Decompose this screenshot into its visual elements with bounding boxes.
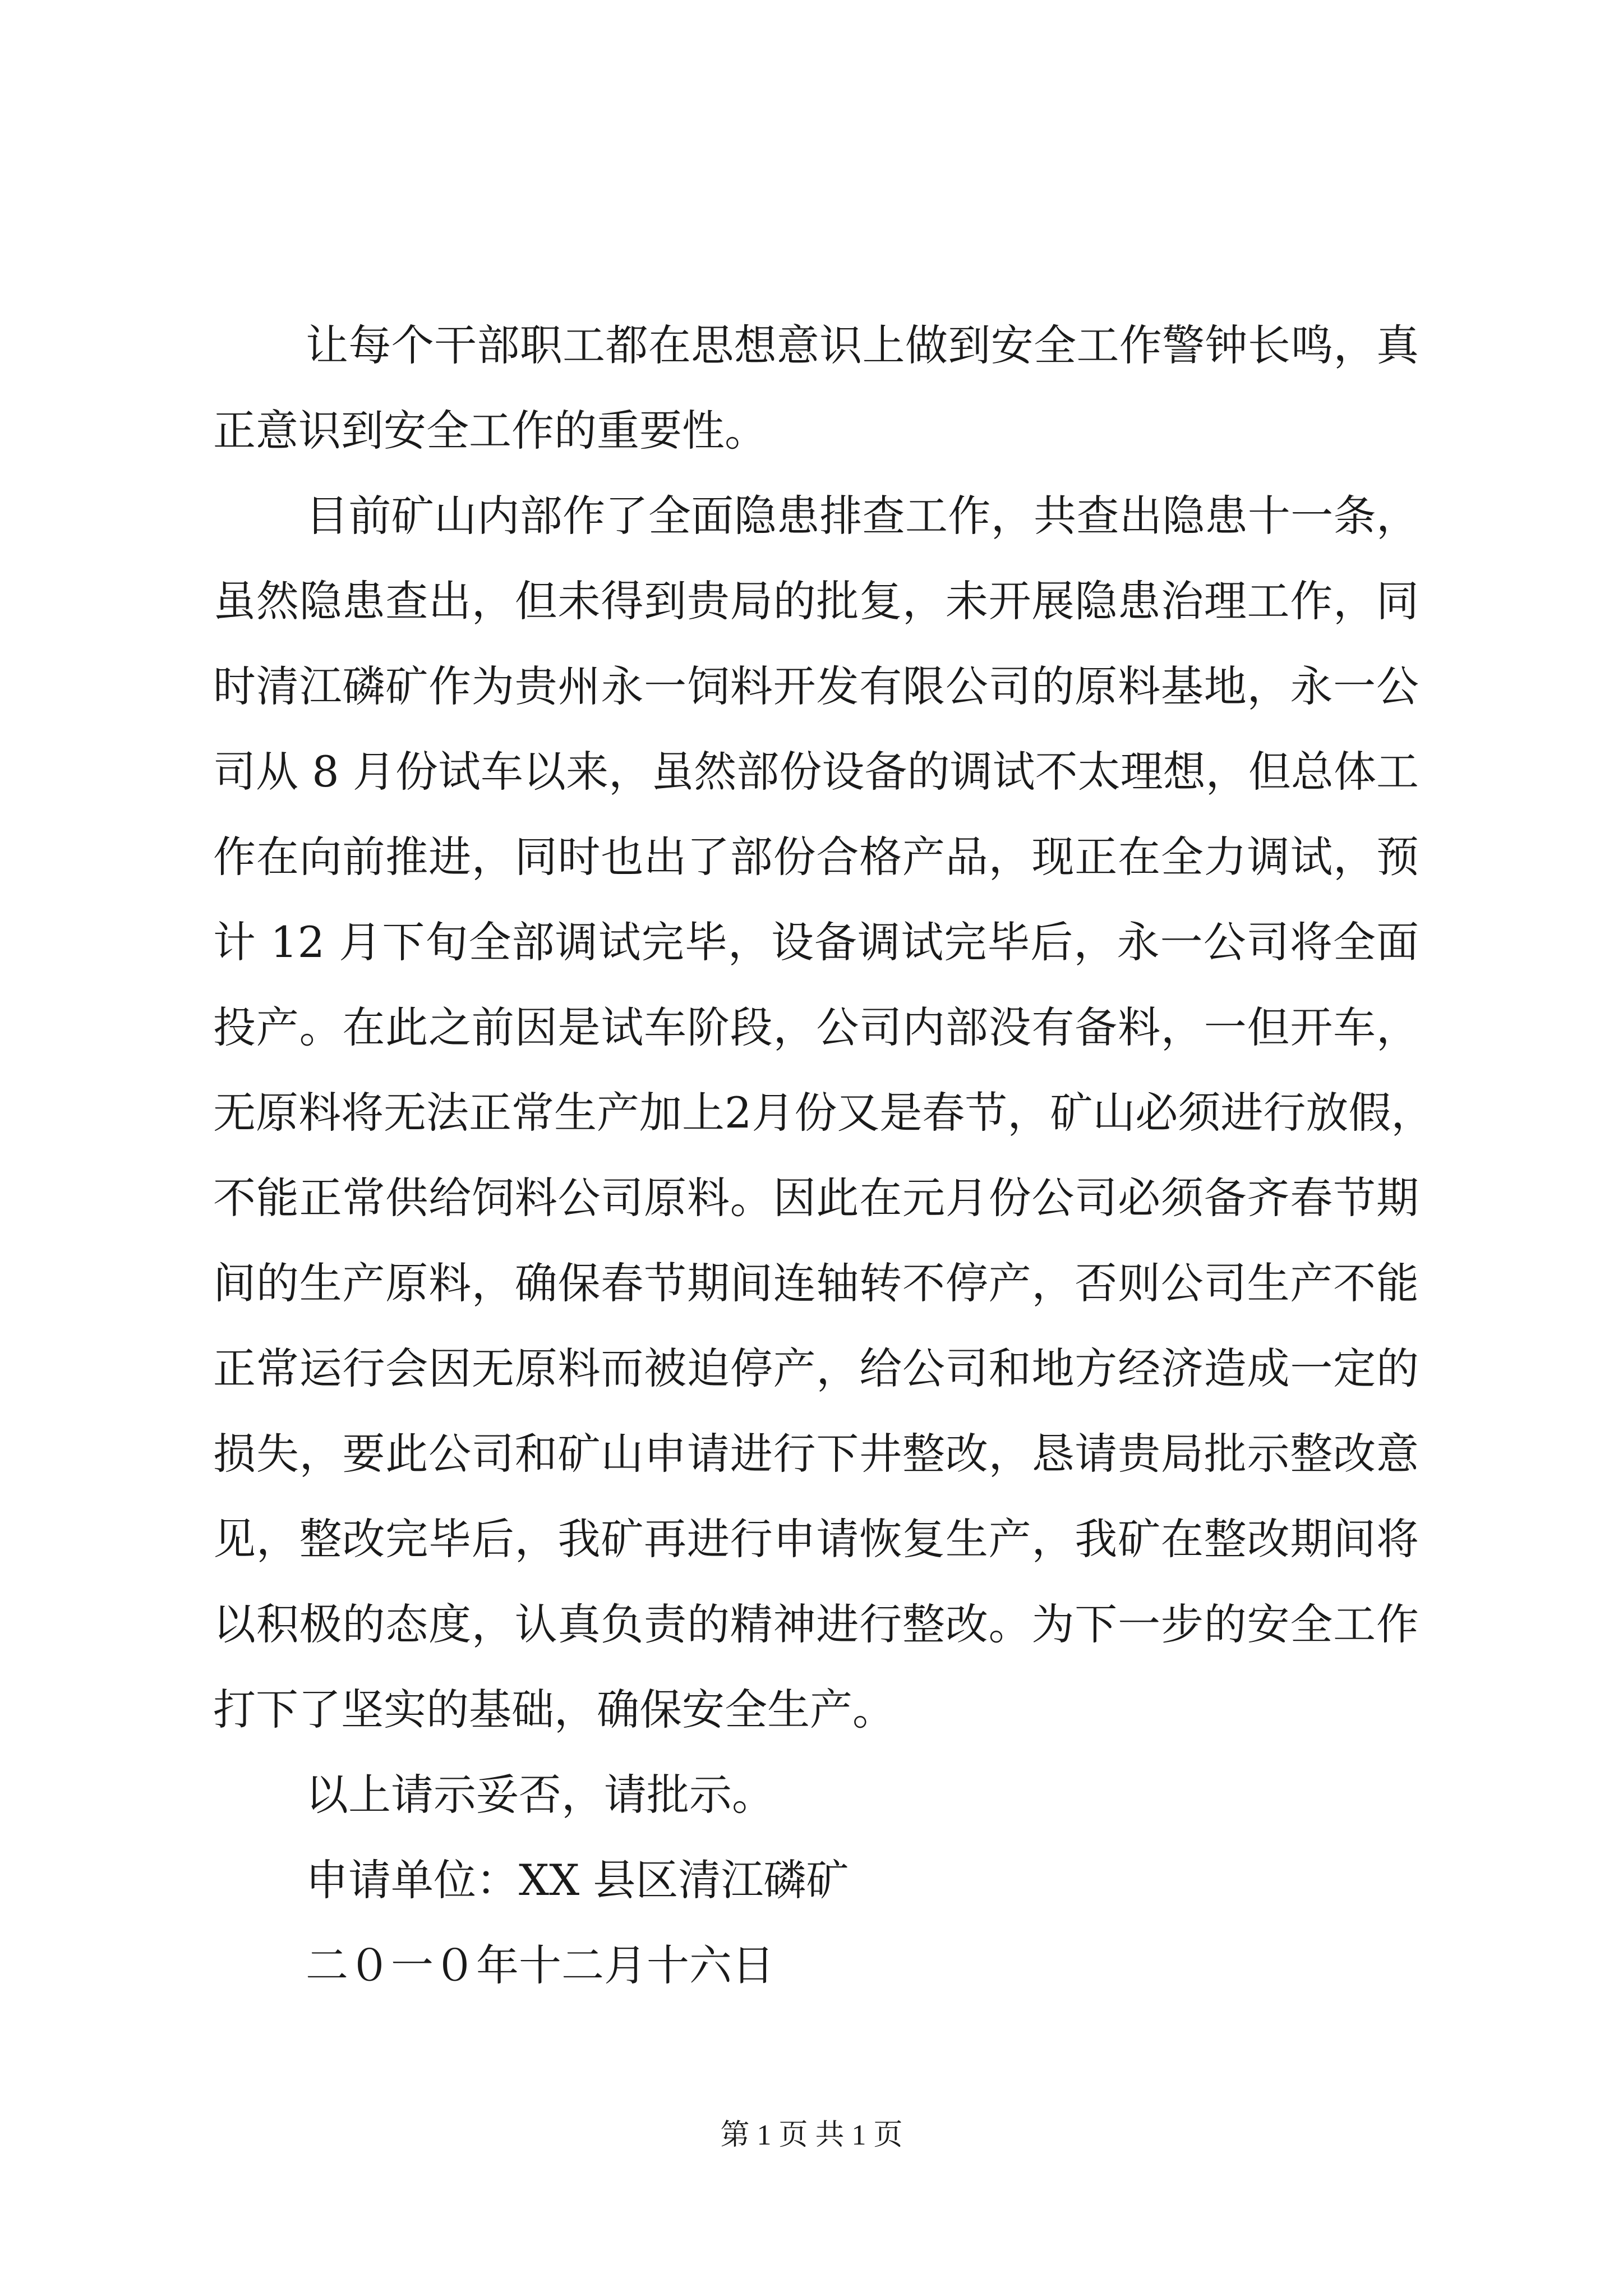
applicant-line: 申请单位：XX 县区清江磷矿 — [306, 1855, 849, 1905]
text-line: 作在向前推进，同时也出了部份合格产品，现正在全力调试，预 — [213, 832, 1419, 882]
date-line: 二０一０年十二月十六日 — [306, 1940, 774, 1990]
page-footer: 第 1 页 共 1 页 — [720, 2119, 903, 2151]
text-line: 以上请示妥否，请批示。 — [306, 1770, 774, 1820]
document-body — [213, 303, 1434, 2008]
text-line: 时清江磷矿作为贵州永一饲料开发有限公司的原料基地，永一公 — [213, 661, 1419, 711]
text-line: 正意识到安全工作的重要性。 — [213, 406, 767, 455]
text-line: 见，整改完毕后，我矿再进行申请恢复生产，我矿在整改期间将 — [213, 1514, 1419, 1564]
paragraph-date — [213, 1923, 1419, 2008]
text-line: 计 12 月下旬全部调试完毕，设备调试完毕后，永一公司将全面 — [213, 917, 1419, 967]
text-line: 间的生产原料，确保春节期间连轴转不停产，否则公司生产不能 — [213, 1258, 1419, 1308]
text-line: 投产。在此之前因是试车阶段，公司内部没有备料，一但开车， — [213, 1002, 1419, 1052]
paragraph-hazard-inspection — [213, 473, 1434, 1752]
text-line: 不能正常供给饲料公司原料。因此在元月份公司必须备齐春节期 — [213, 1173, 1419, 1223]
text-line: 司从 8 月份试车以来，虽然部份设备的调试不太理想，但总体工 — [213, 747, 1419, 797]
text-line: 让每个干部职工都在思想意识上做到安全工作警钟长鸣，真 — [306, 320, 1419, 370]
paragraph-request-approval — [213, 1752, 1419, 1838]
paragraph-applicant — [213, 1838, 1419, 1923]
text-line: 打下了坚实的基础，确保安全生产。 — [213, 1685, 895, 1734]
text-line: 以积极的态度，认真负责的精神进行整改。为下一步的安全工作 — [213, 1599, 1419, 1649]
paragraph-safety-awareness — [213, 303, 1419, 473]
text-line: 虽然隐患查出，但未得到贵局的批复，未开展隐患治理工作，同 — [213, 576, 1419, 626]
text-line: 损失，要此公司和矿山申请进行下井整改，恳请贵局批示整改意 — [213, 1429, 1419, 1479]
text-line: 目前矿山内部作了全面隐患排查工作，共查出隐患十一条， — [306, 491, 1419, 541]
text-line: 正常运行会因无原料而被迫停产，给公司和地方经济造成一定的 — [213, 1343, 1419, 1393]
text-line: 无原料将无法正常生产加上2月份又是春节，矿山必须进行放假， — [213, 1088, 1434, 1138]
